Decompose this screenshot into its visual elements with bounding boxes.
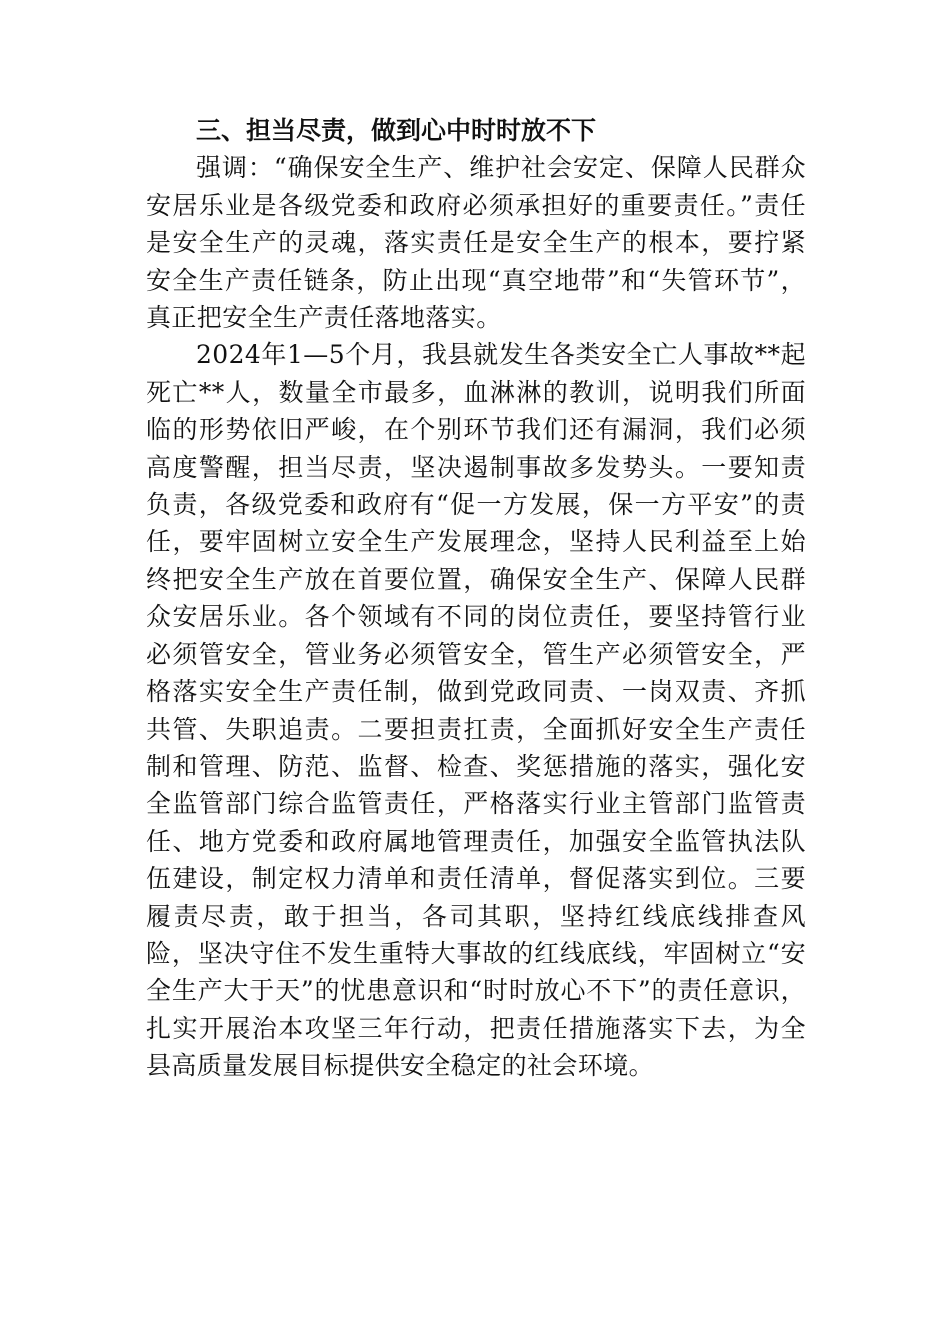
paragraph-2: 2024年1—5个月，我县就发生各类安全亡人事故**起死亡**人，数量全市最多，血淋淋的教训，说明我们所面临的形势依旧严峻，在个别环节我们还有漏洞，我们必须高度警醒，担当尽责，坚决遏制事故多发势头。一要知责负责，各级党委和政府有“促一方发展，保一方平安”的责任，要牢固树立安全生产发展理念，坚持人民利益至上始终把安全生产放在首要位置，确保安全生产、保障人民群众安居乐业。各个领域有不同的岗位责任，要坚持管行业必须管安全，管业务必须管安全，管生产必须管安全，严格落实安全生产责任制，做到党政同责、一岗双责、齐抓共管、失职追责。二要担责扛责，全面抓好安全生产责任制和管理、防范、监督、检查、奖惩措施的落实，强化安全监管部门综合监管责任，严格落实行业主管部门监管责任、地方党委和政府属地管理责任，加强安全监管执法队伍建设，制定权力清单和责任清单，督促落实到位。三要履责尽责，敢于担当，各司其职，坚持红线底线排查风险，坚决守住不发生重特大事故的红线底线，牢固树立“安全生产大于天”的忧患意识和“时时放心不下”的责任意识，扎实开展治本攻坚三年行动，把责任措施落实下去，为全县高质量发展目标提供安全稳定的社会环境。 <box>146 340 806 1081</box>
section-heading: 三、担当尽责，做到心中时时放不下 <box>196 116 597 145</box>
paragraph-1: 强调：“确保安全生产、维护社会安定、保障人民群众安居乐业是各级党委和政府必须承担好的重要责任。”责任是安全生产的灵魂，落实责任是安全生产的根本，要拧紧安全生产责任链条，防止出现“真空地带”和“失管环节”，真正把安全生产责任落地落实。 <box>146 153 806 333</box>
document-body <box>146 112 806 1085</box>
